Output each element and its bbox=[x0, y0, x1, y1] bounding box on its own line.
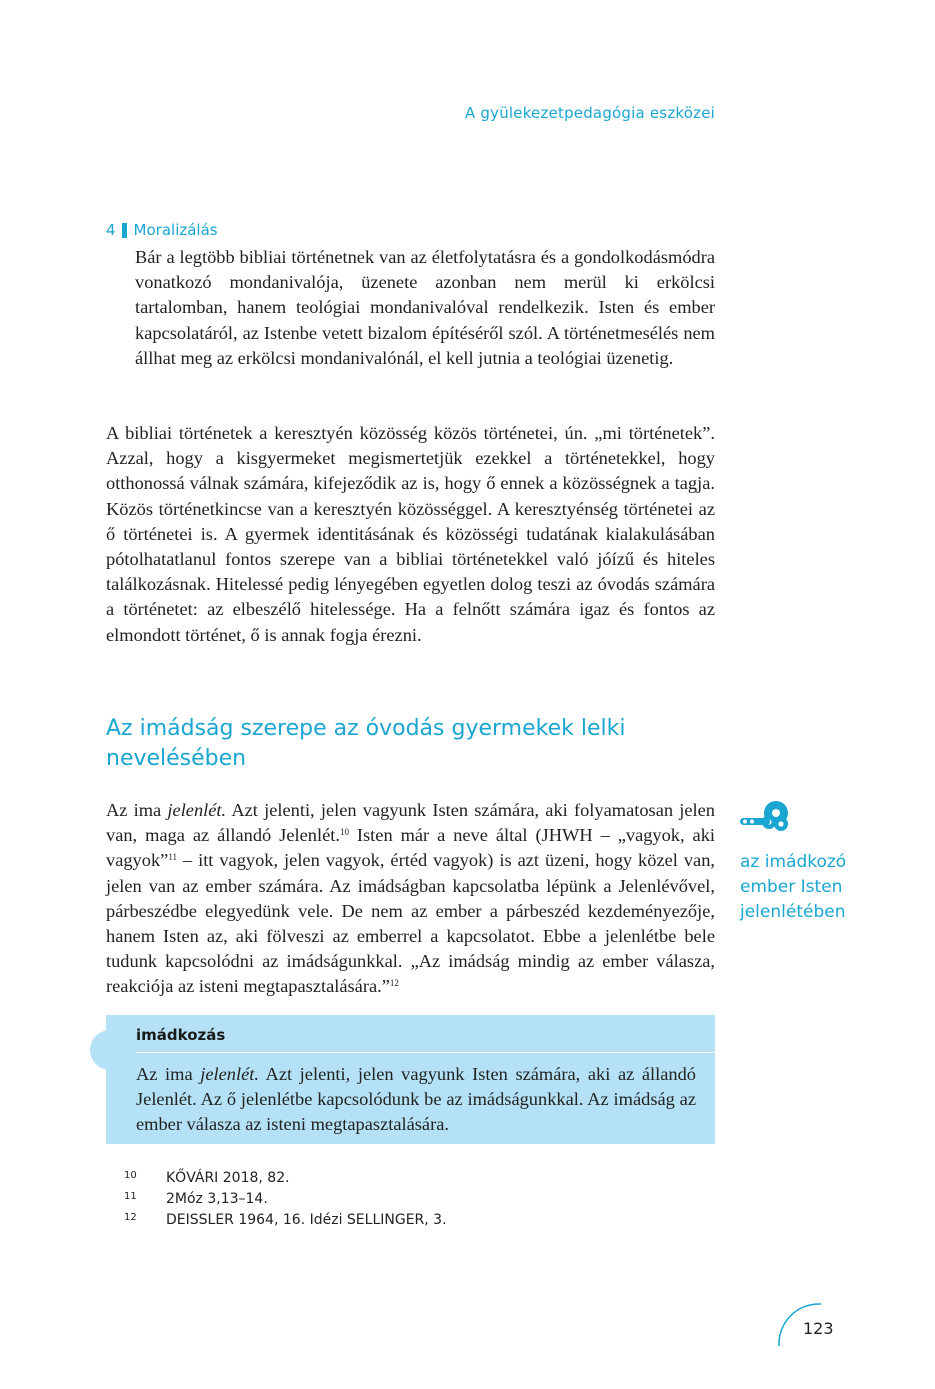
footnote-text: KŐVÁRI 2018, 82. bbox=[166, 1170, 290, 1186]
text-run: Az ima bbox=[106, 800, 168, 820]
body-paragraph: A bibliai történetek a keresztyén közösség közös történetei, ún. „mi történetek”. Azzal, hogy a kisgyermeket megismertetjük ezekkel a történetekkel, hogy otthonossá válnak számára, kifejeződik az is, hogy ő ennek a közösségnek a tagja. Közös történetkincse van a keresztyén közösséggel. A keresztyénség történetei az ő történetei is. A gyermek identitásának és közösségi tudatának kialakulásában pótolhatatlanul fontos szerepe van a bibliai történetekkel való jóízű és hiteles találkozásnak. Hitelessé pedig lényegében egyetlen dolog teszi az óvodás számára a történetet: az elbeszélő hitelessége. Ha a felnőtt számára igaz és fontos az elmondott történet, ő is annak fogja érezni. bbox=[106, 423, 715, 645]
text-run: Azt jelenti, jelen vagyunk Isten számára, aki folyamatosan jelen van, maga az állandó Jelenlét. bbox=[106, 800, 715, 846]
page-number: 123 bbox=[803, 1319, 834, 1338]
footnote-text: 2Móz 3,13–14. bbox=[166, 1191, 268, 1207]
summary-box-tab bbox=[90, 1030, 130, 1070]
footnotes bbox=[124, 1168, 447, 1231]
footnote-ref[interactable]: 11 bbox=[168, 852, 177, 863]
summary-box-title: imádkozás bbox=[136, 1026, 226, 1044]
margin-note-text bbox=[740, 850, 880, 925]
footnote-ref[interactable]: 10 bbox=[339, 827, 349, 838]
text-run: – itt vagyok, jelen vagyok, értéd vagyok) is azt üzeni, hogy közel van, jelen van az ember számára. Az imádságban kapcsolatba lépünk a Jelenlévővel, párbeszédbe elegyedünk vele. De nem az ember a párbeszéd kezdeményezője, hanem Isten az, aki fölveszi az emberrel a kapcsolatot. Ebbe a jelenlétbe bele tudunk kapcsolódni az imádságunkkal. „Az imádság mindig az ember válasza, reakciója az isteni megtapasztalására.” bbox=[106, 850, 715, 997]
section-body: Bár a legtöbb bibliai történetnek van az életfolytatásra és a gondolkodásmódra vonatkozó mondanivalója, üzenete azonban nem merül ki erkölcsi tartalomban, hanem teológiai mondanivalóval rendelkezik. Isten és ember kapcsolatáról, az Istenbe vetett bizalom építéséről szól. A történetmesélés nem állhat meg az erkölcsi mondanivalónál, el kell jutnia a teológiai üzenetig. bbox=[135, 247, 715, 368]
text-run: Azt jelenti, jelen vagyunk Isten számára, aki az állandó Jelenlét. Az ő jelenlétbe kapcsolódunk be az imádságunkkal. Az imádság az ember válasza az isteni megtapasztalására. bbox=[136, 1064, 696, 1135]
footnote-number: 12 bbox=[124, 1212, 137, 1223]
emphasis: jelenlét. bbox=[167, 800, 227, 820]
footnote-text: DEISSLER 1964, 16. Idézi SELLINGER, 3. bbox=[166, 1212, 447, 1228]
section-number: 4 bbox=[106, 221, 116, 239]
key-icon bbox=[740, 800, 792, 840]
text-run: Isten már a neve által (JHWH – „vagyok, aki vagyok” bbox=[106, 825, 716, 871]
margin-note-line: jelenlétében bbox=[740, 902, 846, 922]
margin-note-line: az imádkozó bbox=[740, 852, 847, 872]
emphasis: jelenlét. bbox=[200, 1064, 259, 1084]
summary-box-divider bbox=[136, 1052, 715, 1053]
footnote bbox=[124, 1168, 447, 1189]
section-title-main: Az imádság szerepe az óvodás gyermekek lelki nevelésében bbox=[106, 716, 626, 771]
margin-note bbox=[740, 800, 880, 925]
section-bar bbox=[122, 223, 127, 238]
footnote-number: 11 bbox=[124, 1191, 137, 1202]
body-paragraph-prayer bbox=[106, 798, 715, 1000]
text-run: Az ima bbox=[136, 1064, 201, 1084]
section-heading bbox=[106, 221, 218, 239]
section-title: Moralizálás bbox=[133, 221, 218, 239]
footnote bbox=[124, 1189, 447, 1210]
running-head: A gyülekezetpedagógia eszközei bbox=[464, 104, 715, 122]
footnote-ref[interactable]: 12 bbox=[389, 978, 399, 989]
footnote-number: 10 bbox=[124, 1170, 137, 1181]
footnote bbox=[124, 1210, 447, 1231]
margin-note-line: ember Isten bbox=[740, 877, 843, 897]
summary-box-text bbox=[136, 1062, 696, 1138]
